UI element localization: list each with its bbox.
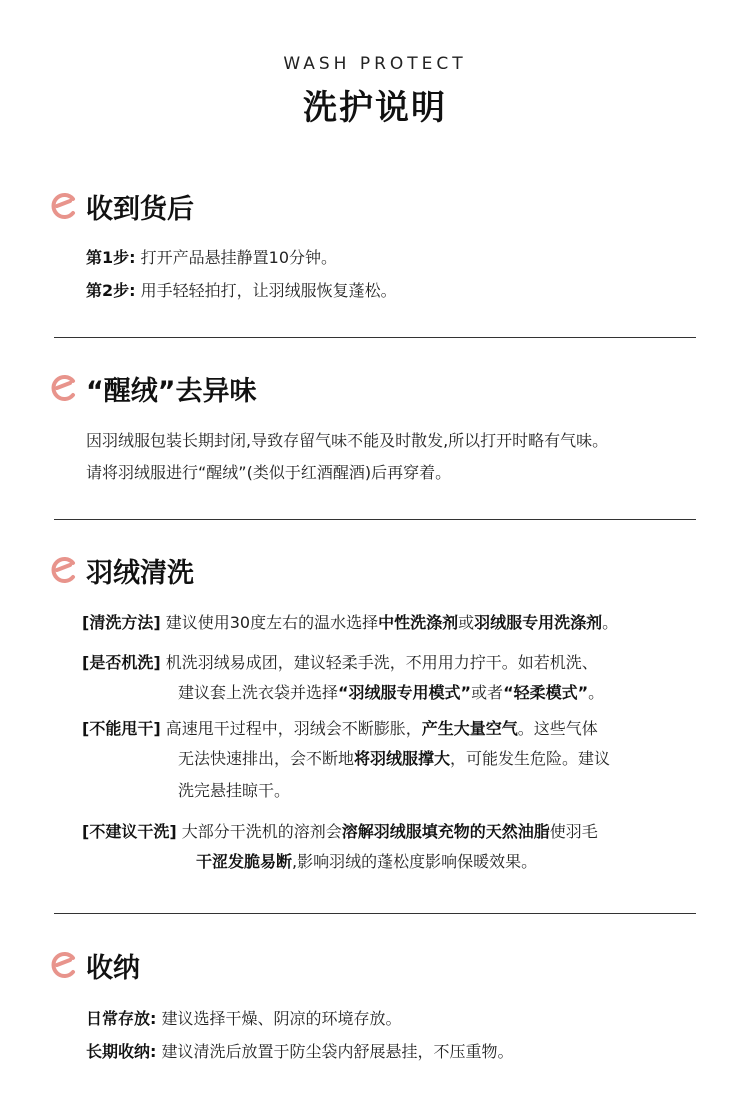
brand-e-icon [48,555,78,585]
section-deodorize [48,368,257,408]
section-divider [54,913,696,914]
wash-item: [是否机洗] 机洗羽绒易成团，建议轻柔手洗，不用用力拧干。如若机洗、 [82,653,598,672]
section-storage [48,945,140,985]
page-title: 洗护说明 [303,88,447,128]
wash-item: [清洗方法] 建议使用30度左右的温水选择中性洗涤剂或羽绒服专用洗涤剂。 [82,613,619,632]
storage-line: 长期收纳: 建议清洗后放置于防尘袋内舒展悬挂，不压重物。 [86,1042,514,1061]
wash-item-cont: 洗完悬挂晾干。 [178,781,291,800]
section-title: “醒绒”去异味 [86,375,257,407]
section-title: 收到货后 [86,193,194,225]
wash-item-cont: 建议套上洗衣袋并选择“羽绒服专用模式”或者“轻柔模式”。 [178,683,605,702]
brand-e-icon [48,373,78,403]
wash-item-cont: 无法快速排出，会不断地将羽绒服撑大，可能发生危险。建议 [178,749,611,768]
text-line: 请将羽绒服进行“醒绒”(类似于红酒醒酒)后再穿着。 [86,463,452,482]
text-line: 因羽绒服包装长期封闭,导致存留气味不能及时散发,所以打开时略有气味。 [86,431,609,450]
wash-item: [不建议干洗] 大部分干洗机的溶剂会溶解羽绒服填充物的天然油脂使羽毛 [82,822,598,841]
wash-item: [不能甩干] 高速甩干过程中，羽绒会不断膨胀，产生大量空气。这些气体 [82,719,598,738]
wash-item-cont: 干涩发脆易断,影响羽绒的蓬松度影响保暖效果。 [196,852,538,871]
section-received [48,186,194,226]
brand-e-icon [48,191,78,221]
section-washing [48,550,194,590]
storage-line: 日常存放: 建议选择干燥、阴凉的环境存放。 [86,1009,402,1028]
step-line: 第1步: 打开产品悬挂静置10分钟。 [86,248,338,267]
section-title: 羽绒清洗 [86,557,194,589]
header-eyebrow: WASH PROTECT [283,54,467,74]
section-title: 收纳 [86,952,140,984]
step-line: 第2步: 用手轻轻拍打，让羽绒服恢复蓬松。 [86,281,397,300]
section-divider [54,519,696,520]
section-divider [54,337,696,338]
brand-e-icon [48,950,78,980]
